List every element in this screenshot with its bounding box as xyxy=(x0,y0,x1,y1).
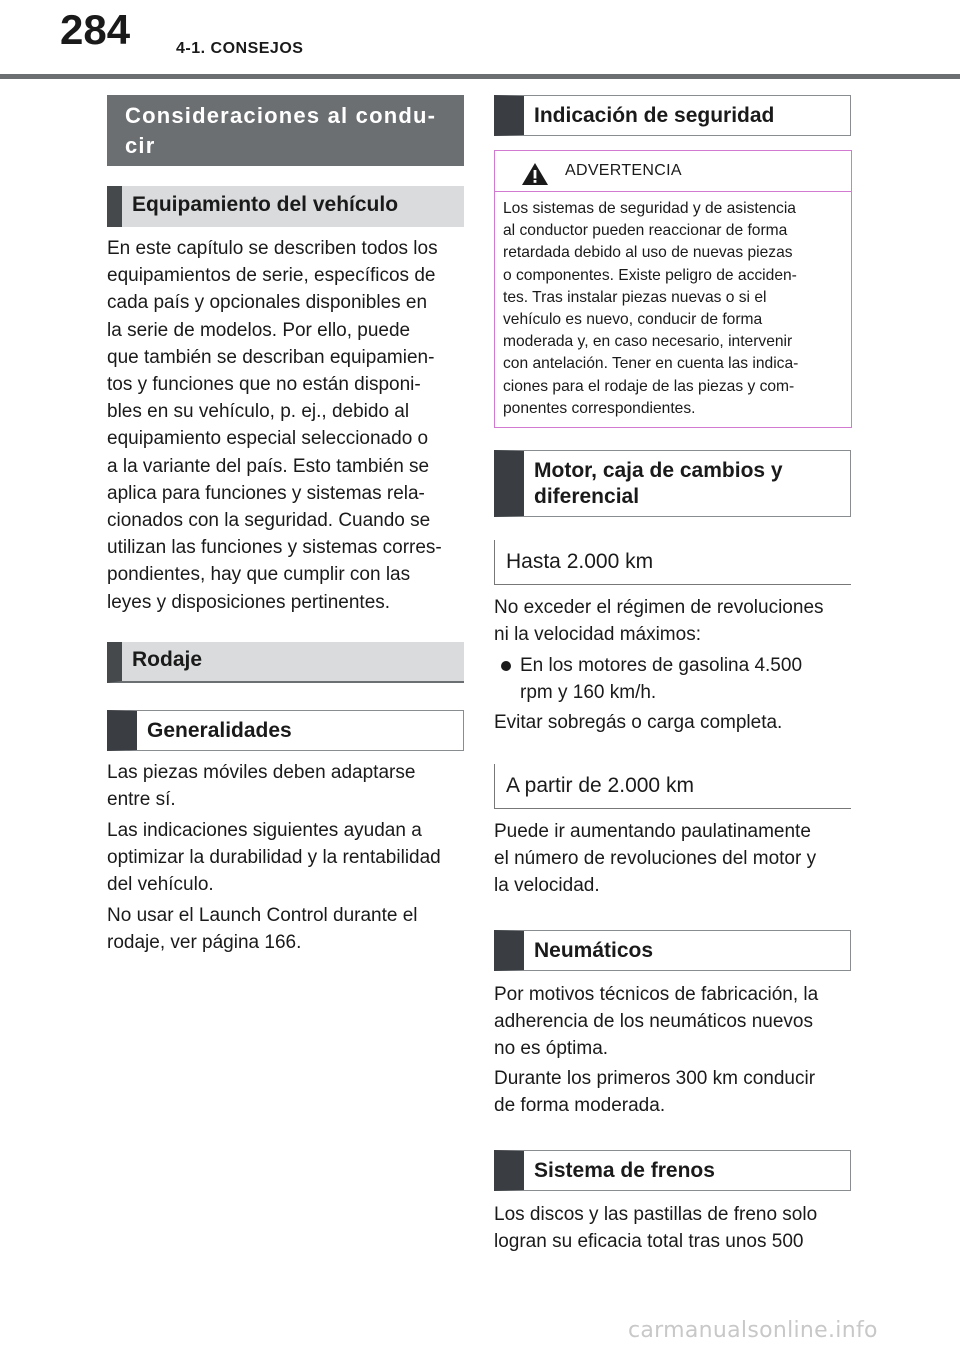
heading-neumaticos: Neumáticos xyxy=(494,930,851,971)
warning-header xyxy=(495,151,851,192)
heading-vehicle-equipment: Equipamiento del vehículo xyxy=(107,186,464,227)
generalidades-paragraph-2: Las indicaciones siguientes ayudan a optimizar la durabilidad y la rentabilidad del vehículo. xyxy=(107,820,441,896)
hasta-paragraph-1: No exceder el régimen de revoluciones ni la velocidad máximos: xyxy=(494,597,824,646)
header-rule xyxy=(0,74,960,79)
hasta-bullet-item: En los motores de gasolina 4.500 rpm y 160 km/h. xyxy=(520,655,803,704)
heading-generalidades: Generalidades xyxy=(107,710,464,751)
chapter-title: 4-1. CONSEJOS xyxy=(176,40,304,57)
warning-triangle-icon xyxy=(521,162,549,186)
apartir-paragraph: Puede ir aumentando paulatinamente el número de revoluciones del motor y la velocidad. xyxy=(494,821,817,897)
frenos-paragraph: Los discos y las pastillas de freno solo logran su eficacia total tras unos 500 xyxy=(494,1204,818,1253)
section-heading-driving: Consideraciones al condu- cir xyxy=(107,95,464,166)
bullet-dot xyxy=(501,661,511,671)
warning-text: Los sistemas de seguridad y de asistencia al conductor pueden reaccionar de forma retardada debido al uso de nuevas piezas o componentes. Existe peligro de acciden- tes. Tras instalar piezas nuevas o si el vehículo es nuevo, conducir de forma moderada y, en caso necesario, intervenir con antelación. Tener en cuenta las indica- ciones para el rodaje de las piezas y com- ponentes correspondientes. xyxy=(503,200,799,417)
equipment-paragraph: En este capítulo se describen todos los equipamientos de serie, específicos de cada país y opcionales disponibles en la serie de modelos. Por ello, puede que también se describan equipamien- tos y funciones que no están disponi- bles en su vehículo, p. ej., debido al equipamiento especial seleccionado o a la variante del país. Esto también se aplica para funciones y sistemas rela- cionados con la seguridad. Cuando se utilizan las funciones y sistemas corres- pondientes, hay que cumplir con las leyes y disposiciones pertinentes. xyxy=(107,238,442,613)
generalidades-paragraph-3: No usar el Launch Control durante el rodaje, ver página 166. xyxy=(107,905,418,954)
page-number: 284 xyxy=(60,6,131,53)
neumaticos-paragraph-2: Durante los primeros 300 km conducir de forma moderada. xyxy=(494,1068,816,1117)
heading-safety-note: Indicación de seguridad xyxy=(494,95,851,136)
warning-box xyxy=(494,150,852,428)
neumaticos-paragraph-1: Por motivos técnicos de fabricación, la adherencia de los neumáticos nuevos no es óptima. xyxy=(494,984,819,1060)
heading-rodaje: Rodaje xyxy=(107,642,464,683)
heading-hasta-2000: Hasta 2.000 km xyxy=(494,540,851,585)
heading-motor: Motor, caja de cambios y diferencial xyxy=(494,450,851,517)
hasta-paragraph-2: Evitar sobregás o carga completa. xyxy=(494,712,783,733)
warning-title: ADVERTENCIA xyxy=(565,162,682,179)
heading-frenos: Sistema de frenos xyxy=(494,1150,851,1191)
heading-apartir-2000: A partir de 2.000 km xyxy=(494,764,851,809)
watermark: carmanualsonline.info xyxy=(628,1318,878,1343)
generalidades-paragraph-1: Las piezas móviles deben adaptarse entre sí. xyxy=(107,762,416,811)
